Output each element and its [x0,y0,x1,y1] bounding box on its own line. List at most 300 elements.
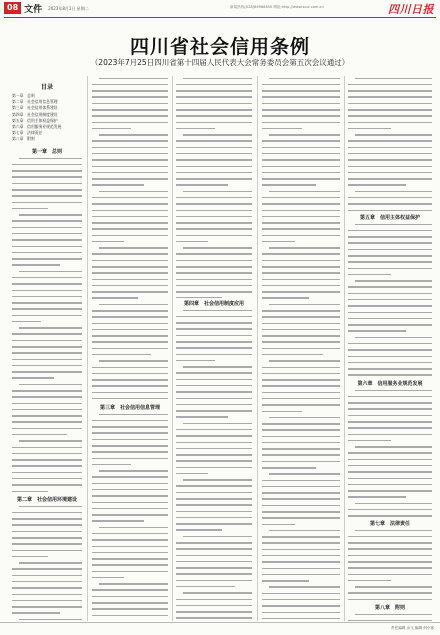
text-line [92,527,168,532]
text-line [348,84,432,89]
text-line [12,176,82,181]
text-line [348,390,432,395]
text-line [92,285,168,290]
text-line [348,427,432,432]
text-line [92,266,168,271]
text-line [176,473,252,478]
text-line [262,461,340,466]
text-line [92,495,168,500]
text-line [92,247,168,252]
text-line [176,479,252,484]
text-line [12,447,82,452]
text-line [176,172,252,177]
text-line [348,299,432,304]
text-line [176,178,252,183]
text-line [92,335,168,340]
text-line [92,109,168,114]
text-line [348,374,432,378]
contact-line: 新闻热线(028)86968650 网址:http://www.scol.com.cn [230,5,324,9]
text-line [176,103,252,108]
text-line [12,283,82,288]
text-line [262,505,340,510]
text-line [262,417,340,422]
text-line [176,322,252,327]
text-line [176,617,252,620]
text-line [92,564,168,569]
text-line [262,291,340,296]
page-footer [0,622,440,635]
text-line [348,280,432,285]
page-title: 四川省社会信用条例 [129,36,310,58]
text-line [176,517,252,522]
text-line [348,471,432,476]
text-line [262,241,340,246]
text-line [348,580,432,585]
text-line [92,539,168,544]
text-line [176,335,252,340]
text-line [348,249,432,254]
text-line [262,197,340,202]
text-line [12,195,82,200]
text-line [92,508,168,513]
text-line [12,531,82,536]
text-line [176,128,252,133]
toc-item: 第二章 社会信用信息管理 [12,99,58,105]
text-line [262,222,340,227]
newspaper-masthead: 四川日报 [388,3,434,16]
text-line [12,390,82,395]
chapter-heading-7: 第七章 法律责任 [369,521,410,527]
text-line [12,170,82,175]
text-line [176,216,252,221]
text-line [348,242,432,247]
text-line [348,166,432,171]
text-line [12,606,82,611]
text-line [176,404,252,409]
text-line [12,302,82,307]
text-line [176,291,252,296]
header-rule [4,17,436,18]
text-line [348,356,432,361]
text-line [262,442,340,447]
text-line [348,172,432,177]
text-line [176,567,252,572]
text-line [12,581,82,586]
text-line [176,159,252,164]
text-line [262,304,340,309]
text-line [92,210,168,215]
text-line [92,140,168,145]
text-line [348,78,432,83]
text-line [176,485,252,490]
section-tag [4,2,89,14]
text-line [92,228,168,233]
text-line [262,147,340,152]
text-line [348,224,432,229]
toc-heading: 目录 [40,84,53,91]
text-line [262,498,340,503]
text-line [262,486,340,491]
text-line [92,172,168,177]
text-line [12,506,82,511]
text-line [262,184,340,189]
text-line [262,140,340,145]
text-line [262,404,340,409]
text-line [348,293,432,298]
text-line [262,568,340,573]
text-line [12,227,82,232]
text-line [176,78,252,83]
text-line [92,166,168,171]
text-line [92,291,168,296]
text-line [12,562,82,567]
text-line [12,600,82,605]
article-column [348,388,432,518]
text-line [262,454,340,459]
text-line [12,365,82,370]
text-line [262,115,340,120]
chapter-heading-8: 第八章 附则 [374,605,405,611]
text-line [348,153,432,158]
text-line [348,128,432,133]
text-line [92,191,168,196]
text-line [262,329,340,334]
column-divider [344,76,345,621]
text-line [262,272,340,277]
text-line [348,230,432,235]
text-line [176,222,252,227]
text-line [12,491,82,495]
text-line [92,341,168,346]
text-line [176,266,252,271]
article-column [12,504,82,620]
text-line [176,247,252,252]
text-line [12,587,82,592]
article-column [12,156,82,494]
chapter-heading-5: 第五章 信用主体权益保护 [359,215,420,221]
text-line [12,333,82,338]
text-line [92,558,168,563]
text-line [348,255,432,260]
text-line [92,222,168,227]
text-line [176,279,252,284]
text-line [176,272,252,277]
toc-item: 第八章 附则 [12,136,35,142]
text-line [348,586,432,591]
text-line [176,416,252,421]
article-column [176,76,252,298]
toc-item: 第一章 总则 [12,93,35,98]
text-line [348,599,432,602]
text-line [92,489,168,494]
text-line [92,134,168,139]
text-line [92,420,168,425]
text-line [92,122,168,127]
text-line [348,561,432,566]
text-line [92,329,168,334]
text-line [262,78,340,83]
page-number: 08 [4,2,21,14]
text-line [12,612,82,617]
text-line [12,346,82,351]
text-line [262,618,340,620]
text-line [348,614,432,619]
text-line [262,423,340,428]
text-line [176,341,252,346]
text-line [348,178,432,183]
text-line [348,330,432,335]
text-line [12,428,82,433]
text-line [12,556,82,561]
text-line [262,96,340,101]
text-line [12,246,82,251]
text-line [92,571,168,576]
text-line [262,166,340,171]
text-line [262,203,340,208]
text-line [92,103,168,108]
text-line [348,191,432,196]
text-line [92,216,168,221]
text-line [176,605,252,610]
text-line [262,411,340,416]
text-line [12,409,82,414]
toc-item: 第三章 社会信用体系建设 [12,105,58,111]
text-line [262,354,340,359]
text-line [176,555,252,560]
text-line [176,385,252,390]
text-line [348,159,432,164]
text-line [176,297,252,298]
text-line [262,586,340,591]
text-line [176,235,252,240]
text-line [176,140,252,145]
text-line [92,178,168,183]
text-line [176,504,252,509]
text-line [92,354,168,359]
text-line [176,523,252,528]
text-line [176,134,252,139]
text-line [12,214,82,219]
text-line [92,451,168,456]
text-line [176,467,252,472]
text-line [92,439,168,444]
text-line [12,321,82,326]
text-line [176,454,252,459]
text-line [12,484,82,489]
text-line [92,432,168,437]
text-line [92,159,168,164]
text-line [92,90,168,95]
text-line [92,445,168,450]
text-line [348,555,432,560]
text-line [262,473,340,478]
text-line [176,498,252,503]
text-line [262,84,340,89]
page-header [0,0,440,18]
text-line [348,324,432,329]
text-line [262,260,340,265]
text-line [92,197,168,202]
text-line [12,396,82,401]
toc-item: 第六章 信用服务业规范发展 [12,124,62,130]
text-line [12,459,82,464]
text-line [92,583,168,588]
text-line [92,253,168,258]
chapter-heading-1: 第一章 总则 [31,149,62,155]
text-line [348,203,432,208]
text-line [262,297,340,302]
text-line [12,421,82,426]
text-line [262,335,340,340]
text-line [176,347,252,352]
text-line [12,575,82,580]
text-line [176,366,252,371]
text-line [92,483,168,488]
text-line [176,410,252,415]
text-line [12,619,82,620]
text-line [176,253,252,258]
text-line [12,340,82,345]
text-line [92,348,168,353]
text-line [12,594,82,599]
text-line [176,191,252,196]
text-line [348,440,432,445]
text-line [176,536,252,541]
text-line [348,478,432,483]
section-name: 文件 [24,4,43,15]
text-line [262,109,340,114]
text-line [92,84,168,89]
text-line [348,542,432,547]
text-line [348,421,432,426]
text-line [348,465,432,470]
text-line [262,341,340,346]
text-line [262,247,340,252]
text-line [12,453,82,458]
text-line [176,241,252,246]
text-line [348,268,432,273]
text-line [348,362,432,367]
editor-credit: 责任编辑 余飞 编辑 何小寒 [391,626,434,630]
text-line [262,593,340,598]
text-line [12,189,82,194]
text-line [12,158,82,163]
text-line [12,315,82,320]
text-line [348,343,432,348]
text-line [92,577,168,582]
text-line [176,360,252,365]
text-line [92,392,168,397]
text-line [92,279,168,284]
text-line [176,310,252,315]
text-line [262,266,340,271]
text-line [92,385,168,390]
text-line [262,103,340,108]
text-line [176,197,252,202]
text-line [348,402,432,407]
text-line [92,615,168,620]
text-line [92,514,168,519]
text-line [262,436,340,441]
text-line [92,398,168,402]
article-column [348,612,432,622]
text-line [348,536,432,541]
text-line [92,552,168,557]
text-line [92,316,168,321]
text-line [262,172,340,177]
text-line [262,480,340,485]
text-line [12,415,82,420]
text-line [262,228,340,233]
text-line [12,472,82,477]
text-line [348,147,432,152]
text-line [262,467,340,472]
text-line [12,327,82,332]
text-line [176,147,252,152]
text-line [92,596,168,601]
text-line [176,511,252,516]
text-line [92,546,168,551]
text-line [12,543,82,548]
text-line [176,210,252,215]
text-line [348,197,432,202]
text-line [176,166,252,171]
text-line [176,260,252,265]
text-line [348,396,432,401]
text-line [92,589,168,594]
text-line [348,134,432,139]
text-line [348,484,432,489]
text-line [348,103,432,108]
article-column [262,76,340,620]
article-column [348,222,432,378]
text-line [262,159,340,164]
text-line [12,359,82,364]
text-line [348,184,432,189]
text-line [12,512,82,517]
text-line [348,530,432,535]
text-line [92,203,168,208]
text-line [348,122,432,127]
text-line [176,423,252,428]
text-line [262,235,340,240]
text-line [348,115,432,120]
article-column [92,76,168,402]
text-line [12,202,82,207]
text-line [348,286,432,291]
toc-item: 第五章 信用主体权益保护 [12,117,58,123]
text-line [348,452,432,457]
text-line [348,434,432,439]
text-line [262,542,340,547]
text-line [176,573,252,578]
text-line [92,414,168,419]
article-column [176,308,252,620]
text-line [262,385,340,390]
text-line [262,360,340,365]
text-line [262,128,340,133]
text-line [92,115,168,120]
chapter-heading-4: 第四章 社会信用制度应用 [183,301,244,307]
text-line [92,310,168,315]
text-line [176,435,252,440]
toc-item: 第七章 法律责任 [12,130,43,136]
text-line [262,191,340,196]
text-line [12,352,82,357]
text-line [176,285,252,290]
text-line [262,561,340,566]
text-line [176,580,252,585]
